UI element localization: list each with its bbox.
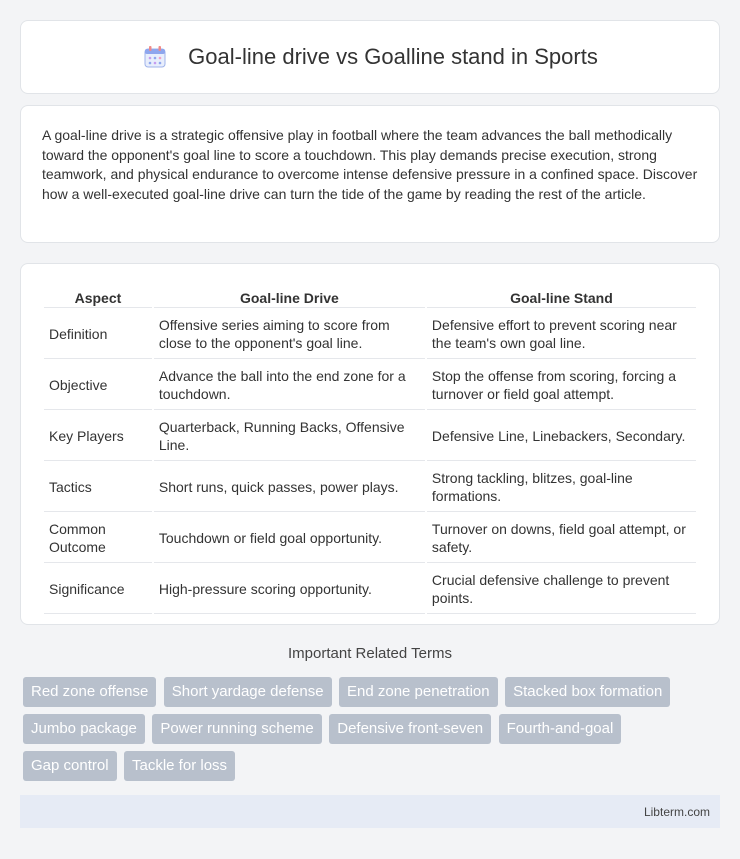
table-cell: Significance — [44, 565, 152, 614]
table-cell: Common Outcome — [44, 514, 152, 563]
intro-text: A goal-line drive is a strategic offensive play in football where the team advances the ball methodically toward the opponent's goal line to score a touchdown. This play demands precise execution, strong teamwork, and physical endurance to overcome intense defensive pressure in a confined space. Discover how a well-executed goal-line drive can turn the tide of the game by reading the rest of the article. — [42, 127, 698, 202]
table-cell: Turnover on downs, field goal attempt, or safety. — [427, 514, 696, 563]
comparison-table-card — [20, 263, 720, 625]
table-row — [44, 310, 696, 359]
table-cell: Key Players — [44, 412, 152, 461]
related-term-tag[interactable]: Jumbo package — [23, 714, 145, 744]
table-cell: Crucial defensive challenge to prevent points. — [427, 565, 696, 614]
related-term-tag[interactable]: Gap control — [23, 751, 117, 781]
comparison-table — [42, 286, 698, 616]
column-header-aspect: Aspect — [44, 288, 152, 308]
related-term-tag[interactable]: Red zone offense — [23, 677, 156, 707]
table-cell: Offensive series aiming to score from close to the opponent's goal line. — [154, 310, 425, 359]
related-term-tag[interactable]: Power running scheme — [152, 714, 321, 744]
table-cell: Defensive effort to prevent scoring near the team's own goal line. — [427, 310, 696, 359]
related-term-tag[interactable]: Tackle for loss — [124, 751, 235, 781]
column-header-goal-line-drive: Goal-line Drive — [154, 288, 425, 308]
related-term-tag[interactable]: Short yardage defense — [164, 677, 332, 707]
table-cell: Strong tackling, blitzes, goal-line formations. — [427, 463, 696, 512]
table-cell: Defensive Line, Linebackers, Secondary. — [427, 412, 696, 461]
table-cell: Definition — [44, 310, 152, 359]
calendar-icon — [142, 44, 168, 70]
table-row — [44, 565, 696, 614]
related-term-tag[interactable]: Fourth-and-goal — [499, 714, 622, 744]
table-row — [44, 412, 696, 461]
related-terms-title: Important Related Terms — [288, 645, 452, 662]
related-terms-list — [23, 677, 723, 788]
footer-site-link[interactable]: Libterm.com — [643, 805, 710, 819]
table-cell: Touchdown or field goal opportunity. — [154, 514, 425, 563]
table-header-row — [44, 288, 696, 308]
intro-card — [20, 105, 720, 243]
table-cell: Objective — [44, 361, 152, 410]
column-header-goal-line-stand: Goal-line Stand — [427, 288, 696, 308]
page-title: Goal-line drive vs Goalline stand in Sports — [188, 44, 598, 69]
footer — [20, 795, 720, 828]
table-row — [44, 463, 696, 512]
related-term-tag[interactable]: End zone penetration — [339, 677, 498, 707]
table-row — [44, 361, 696, 410]
table-row — [44, 514, 696, 563]
table-cell: Quarterback, Running Backs, Offensive Line. — [154, 412, 425, 461]
table-cell: High-pressure scoring opportunity. — [154, 565, 425, 614]
table-cell: Advance the ball into the end zone for a touchdown. — [154, 361, 425, 410]
table-cell: Stop the offense from scoring, forcing a turnover or field goal attempt. — [427, 361, 696, 410]
header-card — [20, 20, 720, 94]
related-term-tag[interactable]: Defensive front-seven — [329, 714, 491, 744]
table-cell: Short runs, quick passes, power plays. — [154, 463, 425, 512]
related-term-tag[interactable]: Stacked box formation — [505, 677, 670, 707]
table-cell: Tactics — [44, 463, 152, 512]
